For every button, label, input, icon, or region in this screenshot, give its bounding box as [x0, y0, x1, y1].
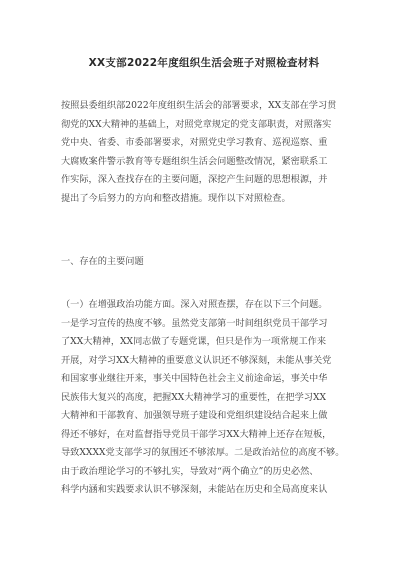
intro-line: 彻党的XX大精神的基础上，对照党章规定的党支部职责，对照落实: [61, 118, 332, 130]
body-line: 由于政治理论学习的不够扎实，导致对“两个确立”的历史必然、: [61, 465, 319, 477]
body-line: 民族伟大复兴的高度，把握XX大精神学习的重要性，在把学习XX: [61, 391, 327, 403]
body-paragraph: [61, 296, 353, 500]
body-line: 了XX大精神，XX同志做了专题党课，但只是作为一项常规工作来: [61, 336, 327, 347]
document-title: XX支部2022年度组织生活会班子对照检查材料: [88, 57, 320, 69]
body-line: 得还不够好，在对监督指导党员干部学习XX大精神上还存在短板，: [61, 428, 332, 440]
intro-line: 作实际，深入查找存在的主要问题，深挖产生问题的思想根源，并: [61, 174, 328, 185]
body-line: 科学内涵和实践要求认识不够深刻，未能站在历史和全局高度来认: [61, 484, 328, 495]
body-line: 开展，对学习XX大精神的重要意义认识还不够深刻，未能从事关党: [61, 354, 332, 366]
intro-line: 提出了今后努力的方向和整改措施。现作以下对照检查。: [61, 192, 291, 204]
section-heading: [61, 253, 353, 272]
intro-line: 党中央、省委、市委部署要求，对照党史学习教育、巡视巡察、重: [61, 137, 328, 148]
intro-line: 大腐败案件警示教育等专题组织生活会问题整改情况，紧密联系工: [61, 155, 328, 167]
body-line: 大精神和干部教育、加强领导班子建设和党组织建设结合起来上做: [61, 410, 328, 421]
section-heading-text: 一、存在的主要问题: [61, 256, 144, 267]
body-line: 导致XXXX党支部学习的氛围还不够浓厚。二是政治站位的高度不够。: [61, 447, 345, 458]
body-line: （一）在增强政治功能方面。深入对照查摆，存在以下三个问题。: [61, 299, 328, 310]
intro-line: 按照县委组织部2022年度组织生活会的部署要求，XX支部在学习贯: [61, 100, 337, 111]
intro-paragraph: [61, 97, 353, 208]
body-line: 一是学习宣传的热度不够。虽然党支部第一时间组织党员干部学习: [61, 317, 328, 329]
body-line: 和国家事业继往开来，事关中国特色社会主义前途命运，事关中华: [61, 373, 328, 384]
